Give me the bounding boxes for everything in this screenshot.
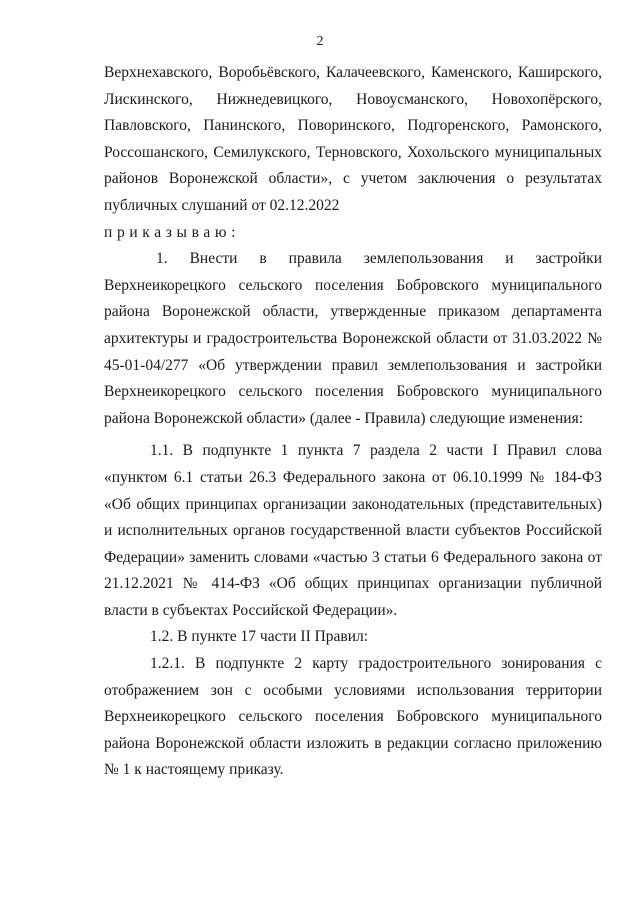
paragraph-1: 1. Внести в правила землепользования и застройки Верхнеикорецкого сельского поселения Бобровского муниципального района Воронежской области, утвержденные приказом департамента архитектуры и градостроительства Воронежской области от 31.03.2022 № 45-01-04/277 «Об утверждении правил землепользования и застройки Верхнеикорецкого сельского поселения Бобровского муниципального района Воронежской области» (далее - Правила) следующие изменения: [104,250,602,427]
document-body [104,60,602,784]
paragraph-1-1: 1.1. В подпункте 1 пункта 7 раздела 2 части I Правил слова «пунктом 6.1 статьи 26.3 Федерального закона от 06.10.1999 № 184-ФЗ «Об общих принципах организации законодательных (представительных) и исполнительных органов государственной власти субъектов Российской Федерации» заменить словами «частью 3 статьи 6 Федерального закона от 21.12.2021 № 414-ФЗ «Об общих принципах организации публичной власти в субъектах Российской Федерации». [104,442,602,619]
paragraph-order: приказываю: [104,223,241,241]
paragraph-1-2: 1.2. В пункте 17 части II Правил: [150,628,369,646]
page-number: 2 [316,34,324,49]
paragraph-1-2-1: 1.2.1. В подпункте 2 карту градостроительного зонирования с отображением зон с особыми условиями использования территории Верхнеикорецкого сельского поселения Бобровского муниципального района Воронежской области изложить в редакции согласно приложению № 1 к настоящему приказу. [104,655,602,779]
paragraph-intro: Верхнехавского, Воробьёвского, Калачеевского, Каменского, Каширского, Лискинского, Нижнедевицкого, Новоусманского, Новохопёрского, Павловского, Панинского, Поворинского, Подгоренского, Рамонского, Россошанского, Семилукского, Терновского, Хохольского муниципальных районов Воронежской области», с учетом заключения о результатах публичных слушаний от 02.12.2022 [104,64,602,214]
